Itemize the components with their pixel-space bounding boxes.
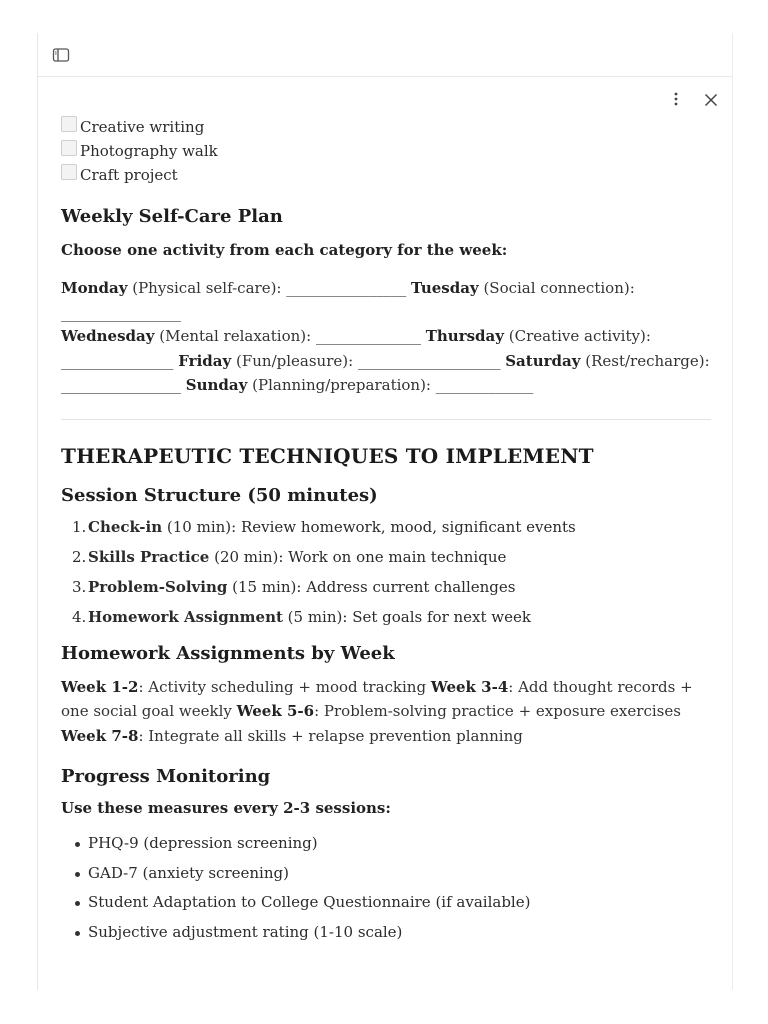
list-item [61, 515, 711, 545]
day-name: Thursday [425, 327, 504, 345]
day-category: (Mental relaxation): [159, 327, 312, 345]
checklist-item-label: Craft project [80, 166, 178, 184]
checkbox[interactable] [61, 116, 77, 132]
day-name: Sunday [185, 376, 248, 394]
day-name: Tuesday [411, 279, 479, 297]
day-name: Monday [61, 279, 128, 297]
day-name: Saturday [505, 351, 581, 370]
step-detail: (15 min): Address current challenges [227, 577, 516, 596]
homework-weeks [61, 675, 711, 749]
day-blank[interactable]: ______________ [315, 327, 421, 345]
checkbox[interactable] [61, 164, 77, 180]
section-divider [61, 419, 711, 420]
day-blank[interactable]: _____________ [435, 376, 534, 394]
checklist-item[interactable] [61, 163, 711, 187]
checklist-item-label: Photography walk [80, 142, 218, 160]
checklist-item[interactable] [61, 115, 711, 139]
step-name: Skills Practice [88, 547, 210, 566]
day-entry-tuesday [411, 279, 635, 297]
step-detail: (5 min): Set goals for next week [282, 607, 531, 626]
week-text: : Add thought records + one social goal weekly [61, 677, 693, 720]
self-care-days-cont [61, 324, 711, 398]
day-entry-thursday [426, 327, 651, 345]
week-text: : Integrate all skills + relapse prevention planning [138, 726, 523, 745]
week-text: : Problem-solving practice + exposure exercises [314, 702, 681, 720]
day-blank[interactable]: ________________ [286, 279, 407, 297]
day-category: (Creative activity): [508, 327, 651, 345]
list-item [61, 545, 711, 575]
list-item: PHQ-9 (depression screening) [61, 831, 711, 861]
week-label: Week 5-6 [236, 702, 315, 720]
day-category: (Planning/preparation): [252, 376, 431, 394]
step-name: Problem-Solving [88, 577, 228, 596]
week-label: Week 1-2 [61, 677, 139, 696]
week-label: Week 7-8 [61, 726, 139, 745]
day-category: (Rest/recharge): [585, 351, 710, 370]
day-blank[interactable]: ________________ [61, 303, 181, 322]
panel-topbar [38, 33, 733, 77]
day-blank[interactable]: ___________________ [357, 351, 501, 370]
list-number: 3. [72, 577, 87, 596]
sidebar-toggle-icon[interactable] [50, 45, 72, 65]
progress-title: Progress Monitoring [61, 766, 271, 787]
checkbox[interactable] [61, 140, 77, 156]
list-number: 4. [72, 607, 87, 626]
progress-instruction: Use these measures every 2-3 sessions: [61, 799, 391, 817]
homework-title: Homework Assignments by Week [61, 642, 395, 664]
more-vertical-icon[interactable] [666, 89, 686, 109]
day-name: Wednesday [61, 327, 155, 345]
day-entry-friday [178, 352, 505, 370]
step-detail: (20 min): Work on one main technique [209, 547, 507, 566]
day-entry-monday [61, 279, 411, 297]
day-entry-saturday [505, 352, 709, 370]
checklist-item[interactable] [61, 139, 711, 163]
day-entry-wednesday [61, 327, 426, 345]
day-entry-sunday [186, 376, 534, 394]
list-item: Student Adaptation to College Questionnaire (if available) [61, 890, 711, 920]
list-item [61, 605, 711, 635]
document-content [61, 111, 711, 949]
techniques-title: THERAPEUTIC TECHNIQUES TO IMPLEMENT [61, 443, 594, 468]
checklist-item-label: Creative writing [80, 118, 205, 136]
step-detail: (10 min): Review homework, mood, significant events [162, 517, 576, 536]
list-item [61, 575, 711, 605]
self-care-days [61, 276, 711, 325]
day-category: (Social connection): [483, 279, 635, 297]
list-number: 1. [72, 517, 87, 536]
week-text: : Activity scheduling + mood tracking [138, 677, 431, 696]
day-blank[interactable]: ________________ [61, 376, 181, 394]
step-name: Check-in [88, 517, 163, 536]
list-item: GAD-7 (anxiety screening) [61, 861, 711, 891]
list-number: 2. [72, 547, 87, 566]
day-category: (Physical self-care): [132, 279, 282, 297]
day-name: Friday [178, 351, 232, 370]
self-care-title: Weekly Self-Care Plan [61, 206, 283, 227]
document-panel [37, 33, 733, 990]
step-name: Homework Assignment [88, 607, 283, 626]
activity-checklist [61, 115, 711, 187]
day-blank[interactable]: _______________ [61, 351, 174, 370]
list-item: Subjective adjustment rating (1-10 scale) [61, 920, 711, 950]
session-steps-list [61, 515, 711, 635]
close-icon[interactable] [700, 89, 722, 111]
session-structure-title: Session Structure (50 minutes) [61, 484, 378, 506]
week-label: Week 3-4 [430, 677, 509, 696]
day-category: (Fun/pleasure): [235, 351, 354, 370]
measures-list [61, 831, 711, 949]
self-care-instruction: Choose one activity from each category for the week: [61, 241, 508, 259]
